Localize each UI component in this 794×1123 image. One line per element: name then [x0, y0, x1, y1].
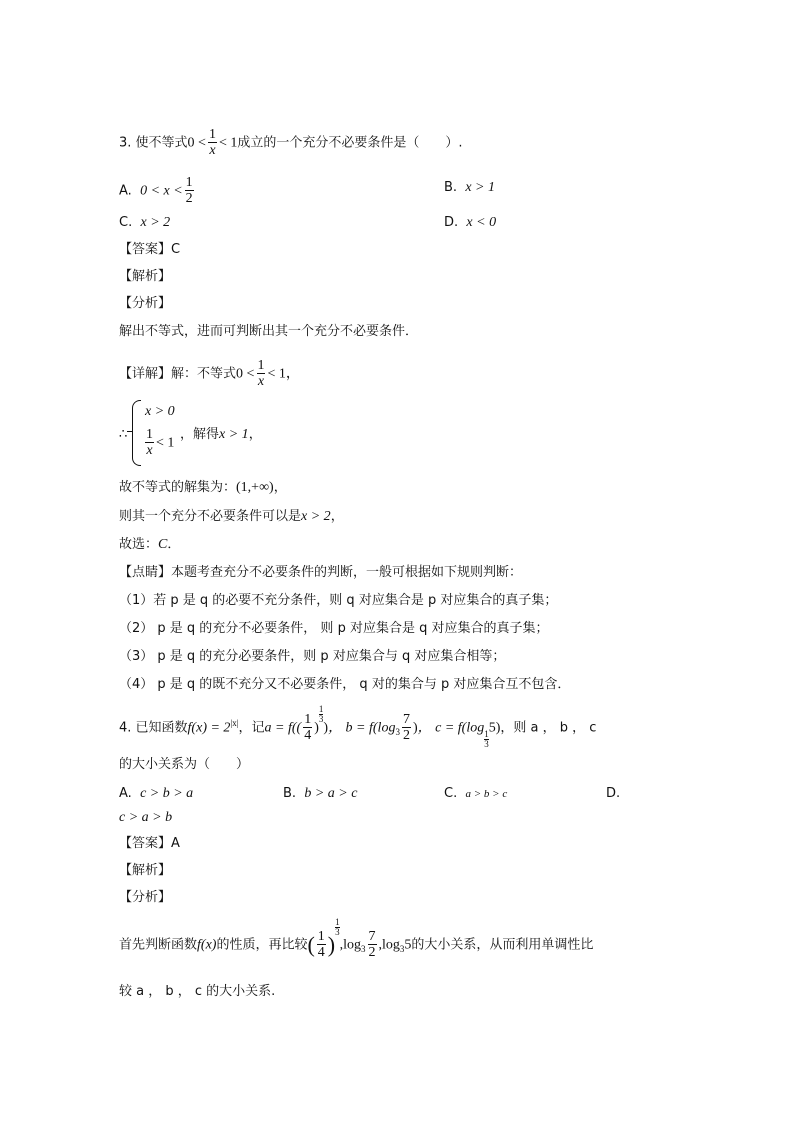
q3-ineq-right: < 1 [218, 135, 238, 151]
frac-num: 1 [317, 929, 325, 944]
frac-num: 1 [185, 175, 193, 190]
exp-den: 3 [335, 927, 340, 937]
q4-fenxi-line-1 [119, 917, 594, 960]
paren-open: ( [307, 932, 315, 957]
q4-answer [119, 834, 180, 854]
q4-option-b [283, 784, 357, 804]
system-line2-right: < 1 [156, 435, 175, 451]
q4-b-fraction [402, 713, 411, 743]
system-line-2 [145, 428, 174, 458]
option-math: 0 < x < [140, 183, 183, 199]
q3-option-d [444, 213, 496, 233]
q4-b-sub: 3 [395, 727, 400, 738]
q4-a-def-mid: ) [314, 720, 319, 736]
answer-value: A [171, 836, 180, 851]
q3-dianjing [119, 563, 522, 583]
q3-one-condition [119, 507, 344, 527]
paren-close: ) [327, 932, 336, 957]
solution-pre: 故不等式的解集为： [119, 480, 237, 495]
option-math: a > b > c [465, 788, 508, 800]
frac-num: 7 [368, 929, 376, 944]
q4-b-def-pre: ， b = f(log [328, 720, 396, 736]
frac-num: 1 [304, 712, 312, 727]
q3-stem-pre: 3. 使不等式 [119, 135, 188, 151]
q4-option-a [119, 784, 193, 804]
q3-option-a [119, 176, 196, 206]
system-brace [132, 400, 141, 466]
q3-solution-set [119, 478, 287, 498]
q4-a-def-pre: a = f(( [264, 720, 302, 736]
q3-stem-post: 成立的一个充分不必要条件是（ ）. [237, 135, 463, 151]
option-math: x > 1 [465, 180, 495, 195]
answer-value: C [171, 242, 181, 257]
option-label: C. [119, 215, 133, 230]
q4-fx: f(x) = 2 [187, 720, 231, 736]
frac-den: 2 [368, 945, 376, 960]
sub-num: 1 [484, 729, 489, 739]
detail-tag: 【详解】 [119, 366, 172, 382]
exp-den: 3 [318, 714, 324, 724]
q3-rule-1: （1）若 p 是 q 的必要不充分条件，则 q 对应集合是 p 对应集合的真子集； [119, 593, 558, 608]
q4-option-d [606, 784, 620, 804]
q4-ji: ，记 [238, 720, 265, 736]
q3-analysis-tag: 【解析】 [119, 269, 172, 284]
fenxi-log2-arg: 5 [404, 937, 412, 953]
fenxi-pre: 首先判断函数 [119, 937, 198, 953]
detail-fraction [256, 359, 265, 389]
q4-b-def-post: ) [412, 720, 418, 736]
q4-c-def-pre: ， c = f(log [417, 720, 485, 736]
fenxi-log2-sub: 3 [399, 944, 405, 955]
q4-a-fraction [303, 713, 312, 743]
fenxi-log1-fraction [368, 930, 377, 960]
q4-analysis-tag: 【解析】 [119, 863, 172, 878]
system-line-1: x > 0 [145, 404, 175, 419]
dianjing-text: 本题考查充分不必要条件的判断，一般可根据如下规则判断： [171, 565, 523, 580]
fenxi-log1-sub: 3 [361, 944, 366, 955]
option-math: c > b > a [140, 786, 194, 801]
q3-choose [119, 535, 180, 555]
answer-tag: 【答案】 [119, 836, 172, 851]
q4-stem-line-2: 的大小关系为（ ） [119, 757, 250, 772]
choose-value: C [158, 537, 168, 552]
cond-post: ， [330, 509, 344, 524]
option-label: B. [283, 786, 297, 801]
q4-a-def-post: ) [323, 720, 329, 736]
choose-post: ． [167, 537, 181, 552]
q3-answer [119, 240, 180, 260]
frac-den: 4 [304, 728, 312, 743]
fenxi-post: 的大小关系，从而利用单调性比 [411, 937, 594, 953]
exp-num: 1 [335, 917, 340, 927]
q3-ineq-left: 0 < [187, 135, 206, 151]
q3-option-c [119, 213, 170, 233]
q4-fenxi-line-2: 较 a ， b ， c 的大小关系. [119, 984, 276, 999]
option-fraction [185, 176, 194, 206]
fenxi-base-fraction [317, 930, 326, 960]
q3-frac-den: x [209, 143, 216, 158]
frac-den: x [257, 374, 265, 389]
frac-num: 1 [257, 358, 265, 373]
q3-rule-4: （4） p 是 q 的既不充分又不必要条件， q 对的集合与 p 对应集合互不包含． [119, 677, 571, 692]
option-math: b > a > c [304, 786, 358, 801]
system-fraction [145, 428, 154, 458]
option-label: B. [444, 180, 458, 195]
q3-rule-2: （2） p 是 q 的充分不必要条件， 则 p 对应集合是 q 对应集合的真子集； [119, 621, 549, 636]
exp-num: 1 [318, 704, 324, 714]
q4-stem [119, 704, 597, 749]
cond-math: x > 2 [301, 509, 331, 524]
fenxi-exponent [335, 918, 340, 937]
answer-tag: 【答案】 [119, 242, 172, 257]
sub-den: 3 [484, 739, 489, 749]
frac-num: 7 [402, 712, 410, 727]
dianjing-tag: 【点睛】 [119, 565, 172, 580]
detail-pre: 解：不等式 [171, 366, 237, 382]
option-label: D. [606, 786, 621, 801]
fenxi-fx: f(x) [197, 937, 217, 953]
option-label: A. [119, 183, 132, 199]
choose-pre: 故选： [119, 537, 159, 552]
q4-option-c [444, 784, 507, 804]
option-math: x > 2 [140, 215, 171, 230]
fenxi-log1: ,log [339, 937, 362, 953]
q4-fenxi-tag: 【分析】 [119, 890, 172, 905]
result-post: ， [248, 427, 262, 442]
option-label: C. [444, 786, 458, 801]
therefore-symbol: ∴ [119, 427, 128, 442]
detail-ineq-right: < 1， [267, 366, 300, 382]
q3-stem [119, 128, 463, 158]
q4-tail: ，则 a ， b ， c [500, 720, 597, 736]
cond-pre: 则其一个充分不必要条件可以是 [119, 509, 302, 524]
q4-fx-exp: |x| [230, 718, 239, 729]
solution-post: ， [273, 480, 287, 495]
frac-den: 2 [185, 191, 193, 206]
q3-stem-fraction [208, 128, 217, 158]
q3-detail [119, 359, 300, 389]
frac-num: 1 [146, 427, 153, 442]
fenxi-log2: ,log [378, 937, 400, 953]
fenxi-mid: 的性质，再比较 [216, 937, 308, 953]
detail-ineq-left: 0 < [236, 366, 255, 382]
q4-option-d-math: c > a > b [119, 810, 173, 825]
option-label: A. [119, 786, 132, 801]
frac-den: 4 [317, 945, 325, 960]
q3-option-b [444, 178, 495, 198]
solution-math: (1,+∞) [236, 480, 274, 495]
q3-rule-3: （3） p 是 q 的充分必要条件，则 p 对应集合与 q 对应集合相等； [119, 649, 506, 664]
result-pre: ，解得 [180, 427, 220, 442]
result-math: x > 1 [219, 427, 249, 442]
q4-stem-pre: 4. 已知函数 [119, 720, 188, 736]
q4-c-def-post: 5) [488, 720, 501, 736]
q3-fenxi-tag: 【分析】 [119, 296, 172, 311]
frac-den: x [146, 443, 153, 458]
option-label: D. [444, 215, 459, 230]
q3-fenxi-text: 解出不等式，进而可判断出其一个充分不必要条件． [119, 324, 419, 339]
frac-den: 2 [402, 728, 410, 743]
option-math: x < 0 [466, 215, 497, 230]
system-result [180, 425, 262, 445]
q3-frac-num: 1 [208, 127, 216, 142]
